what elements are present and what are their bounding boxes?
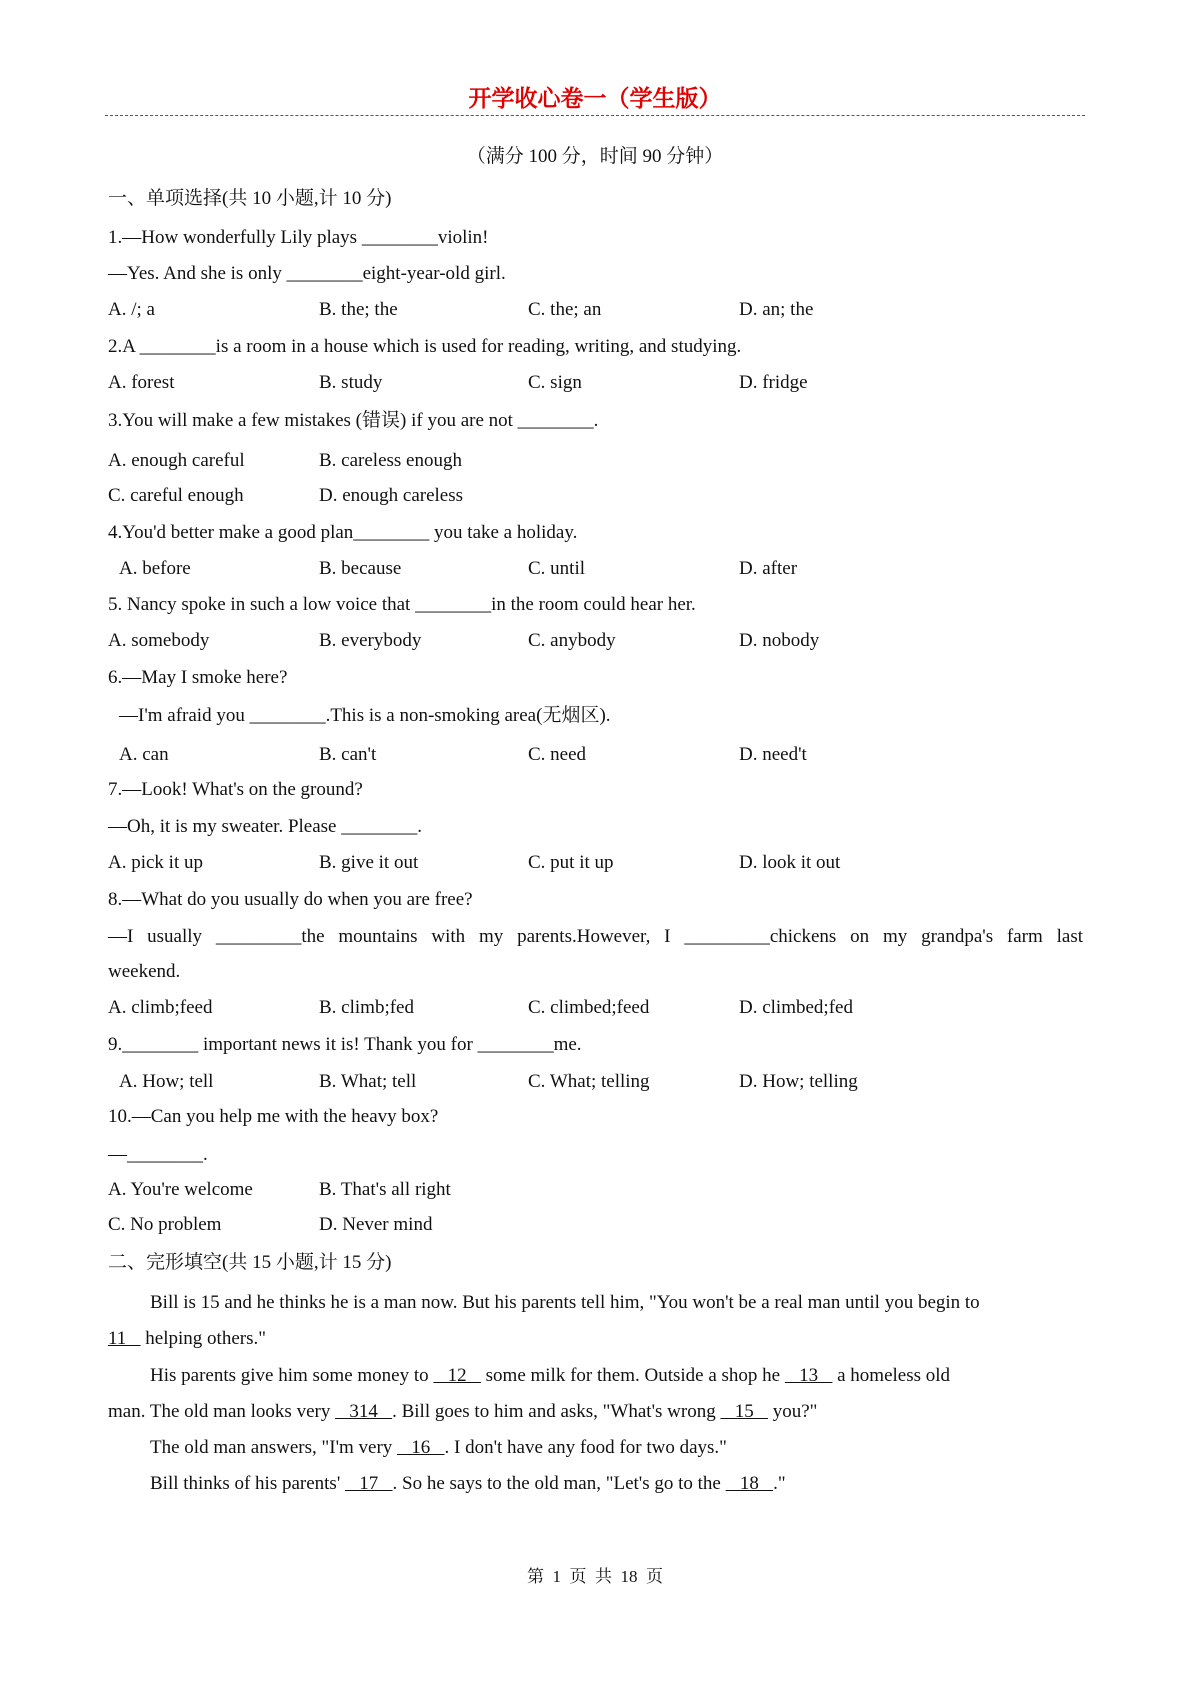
option: D. after [739,558,798,579]
option: A. How; tell [119,1071,214,1092]
option: B. everybody [319,630,422,651]
option: C. anybody [528,630,616,651]
section-heading-1: 一、单项选择(共 10 小题,计 10 分) [108,188,392,209]
option: A. You're welcome [108,1179,253,1200]
passage-text: a homeless old [832,1365,951,1386]
question-6-line2: —I'm afraid you ________.This is a non-smoking area(无烟区). [119,705,611,726]
option: C. need [528,744,587,765]
option: D. an; the [739,299,814,320]
passage-line: Bill is 15 and he thinks he is a man now. But his parents tell him, "You won't be a real man until you begin to [150,1292,980,1313]
option: B. study [319,372,383,393]
question-8-line2: —I usually _________the mountains with my parents.However, I _________chickens on my grandpa's farm last [108,926,1083,947]
passage-text: His parents give him some money to [150,1365,434,1386]
document-title: 开学收心卷一（学生版） [468,86,722,111]
option: A. enough careful [108,450,245,471]
passage-text: The old man answers, "I'm very [150,1437,398,1458]
passage-text: helping others." [140,1328,266,1349]
question-10-line2: —________. [108,1144,208,1165]
option: B. careless enough [319,450,462,471]
option: B. because [319,558,402,579]
option: D. fridge [739,372,808,393]
passage-text: some milk for them. Outside a shop he [480,1365,785,1386]
question-3: 3.You will make a few mistakes (错误) if you are not ________. [108,410,599,431]
passage-line [150,1437,727,1459]
option: D. enough careless [319,485,464,506]
passage-text: Bill thinks of his parents' [150,1473,346,1494]
option: D. Never mind [319,1214,433,1235]
blank-18: 18 [725,1473,774,1494]
header-divider [105,115,1085,116]
section-heading-2: 二、完形填空(共 15 小题,计 15 分) [108,1252,392,1273]
option: D. need't [739,744,807,765]
option: D. look it out [739,852,841,873]
question-8-line3: weekend. [108,961,181,982]
passage-text: . So he says to the old man, "Let's go to the [392,1473,726,1494]
option: B. climb;fed [319,997,414,1018]
option: C. put it up [528,852,614,873]
option: B. That's all right [319,1179,451,1200]
option: C. sign [528,372,582,393]
question-9: 9.________ important news it is! Thank you for ________me. [108,1034,582,1055]
option: C. careful enough [108,485,244,506]
option: B. What; tell [319,1071,417,1092]
page-footer: 第 1 页 共 18 页 [527,1567,663,1586]
option: A. can [119,744,169,765]
option: C. the; an [528,299,602,320]
question-8: 8.—What do you usually do when you are free? [108,889,473,910]
passage-text: . I don't have any food for two days." [444,1437,727,1458]
blank-14: 314 [335,1401,393,1422]
passage-line [108,1401,817,1423]
blank-16: 16 [397,1437,445,1458]
passage-text: you?" [767,1401,818,1422]
question-7-line2: —Oh, it is my sweater. Please ________. [108,816,422,837]
option: C. No problem [108,1214,222,1235]
question-7: 7.—Look! What's on the ground? [108,779,363,800]
question-6: 6.—May I smoke here? [108,667,288,688]
passage-text: ." [773,1473,786,1494]
option: D. climbed;fed [739,997,853,1018]
passage-text: man. The old man looks very [108,1401,336,1422]
passage-line [150,1365,950,1387]
option: D. How; telling [739,1071,858,1092]
option: C. climbed;feed [528,997,650,1018]
option: B. give it out [319,852,419,873]
passage-text: . Bill goes to him and asks, "What's wrong [392,1401,721,1422]
option: A. climb;feed [108,997,213,1018]
option: A. /; a [108,299,155,320]
blank-17: 17 [345,1473,393,1494]
option: D. nobody [739,630,820,651]
blank-11: 11 [108,1328,141,1349]
question-1-line2: —Yes. And she is only ________eight-year-old girl. [108,263,506,284]
question-10: 10.—Can you help me with the heavy box? [108,1106,439,1127]
option: A. somebody [108,630,210,651]
option: A. forest [108,372,175,393]
question-4: 4.You'd better make a good plan________ you take a holiday. [108,522,578,543]
passage-line [150,1473,786,1495]
subtitle: （满分 100 分，时间 90 分钟） [466,146,724,167]
blank-15: 15 [720,1401,768,1422]
question-2: 2.A ________is a room in a house which is used for reading, writing, and studying. [108,336,742,357]
option: C. What; telling [528,1071,650,1092]
question-5: 5. Nancy spoke in such a low voice that ________in the room could hear her. [108,594,696,615]
blank-12: 12 [433,1365,481,1386]
option: C. until [528,558,586,579]
option: A. before [119,558,191,579]
blank-13: 13 [784,1365,833,1386]
option: B. can't [319,744,377,765]
option: A. pick it up [108,852,203,873]
question-1: 1.—How wonderfully Lily plays ________violin! [108,227,489,248]
passage-line [108,1328,266,1350]
option: B. the; the [319,299,398,320]
